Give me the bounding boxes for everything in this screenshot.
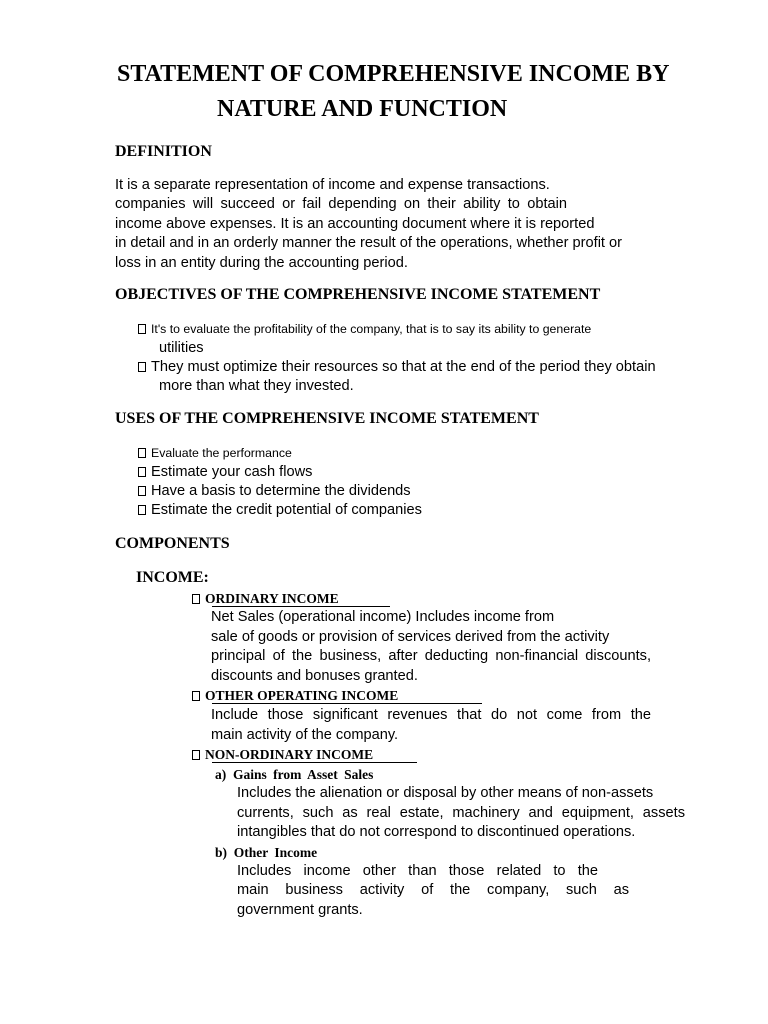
objectives-item-continuation: more than what they invested.	[159, 378, 354, 394]
ordinary-income-line: discounts and bonuses granted.	[211, 668, 418, 684]
bullet-box-icon	[192, 594, 200, 604]
uses-item	[138, 446, 292, 460]
gains-from-asset-sales-line: currents, such as real estate, machinery and equipment, assets	[237, 805, 685, 821]
uses-item-text: Evaluate the performance	[151, 446, 292, 460]
item-marker-b: b)	[215, 845, 228, 860]
ordinary-income-underline	[212, 606, 390, 607]
other-operating-income-line: Include those significant revenues that do not come from the	[211, 707, 651, 723]
objectives-item	[138, 359, 656, 375]
objectives-item-continuation: utilities	[159, 340, 204, 356]
definition-line: in detail and in an orderly manner the result of the operations, whether profit or	[115, 235, 623, 251]
other-income-line: main business activity of the company, such as	[237, 882, 629, 898]
gains-from-asset-sales-label: Gains from Asset Sales	[233, 767, 374, 782]
definition-line: income above expenses. It is an accounting document where it is reported	[115, 216, 595, 232]
bullet-box-icon	[138, 467, 146, 477]
gains-from-asset-sales-heading	[215, 767, 373, 783]
definition-line: companies will succeed or fail depending on their ability to obtain	[115, 196, 567, 212]
document-title-line-1: STATEMENT OF COMPREHENSIVE INCOME BY	[117, 61, 670, 87]
other-income-line: Includes income other than those related to the	[237, 863, 598, 879]
ordinary-income-line: principal of the business, after deducting non-financial discounts,	[211, 648, 651, 664]
definition-line: It is a separate representation of income and expense transactions.	[115, 177, 550, 193]
uses-item-text: Have a basis to determine the dividends	[151, 483, 411, 499]
definition-line: loss in an entity during the accounting period.	[115, 255, 408, 271]
ordinary-income-line: sale of goods or provision of services derived from the activity	[211, 629, 610, 645]
ordinary-income-item	[192, 591, 339, 607]
bullet-box-icon	[138, 486, 146, 496]
other-operating-income-line: main activity of the company.	[211, 727, 399, 743]
ordinary-income-line: Net Sales (operational income) Includes income from	[211, 609, 555, 625]
income-label: INCOME:	[136, 569, 209, 586]
other-operating-income-label: OTHER OPERATING INCOME	[205, 688, 399, 703]
non-ordinary-income-underline	[212, 762, 417, 763]
uses-item	[138, 464, 312, 480]
bullet-box-icon	[138, 324, 146, 334]
uses-item-text: Estimate the credit potential of companies	[151, 502, 422, 518]
ordinary-income-label: ORDINARY INCOME	[205, 591, 339, 606]
uses-item-text: Estimate your cash flows	[151, 464, 313, 480]
other-income-label: Other Income	[233, 845, 318, 860]
definition-heading: DEFINITION	[115, 143, 212, 160]
other-income-line: government grants.	[237, 902, 363, 918]
item-marker-a: a)	[215, 767, 227, 782]
objectives-heading: OBJECTIVES OF THE COMPREHENSIVE INCOME STATEMENT	[115, 286, 601, 303]
non-ordinary-income-item	[192, 747, 373, 763]
objectives-item-text: They must optimize their resources so that at the end of the period they obtain	[151, 359, 656, 375]
objectives-item-text: It's to evaluate the profitability of the company, that is to say its ability to generate	[151, 322, 592, 336]
gains-from-asset-sales-line: intangibles that do not correspond to discontinued operations.	[237, 824, 636, 840]
bullet-box-icon	[192, 691, 200, 701]
bullet-box-icon	[192, 750, 200, 760]
gains-from-asset-sales-line: Includes the alienation or disposal by other means of non-assets	[237, 785, 654, 801]
bullet-box-icon	[138, 448, 146, 458]
uses-item	[138, 502, 422, 518]
other-income-heading	[215, 845, 317, 861]
bullet-box-icon	[138, 362, 146, 372]
components-heading: COMPONENTS	[115, 535, 230, 552]
non-ordinary-income-label: NON-ORDINARY INCOME	[205, 747, 374, 762]
objectives-item	[138, 322, 591, 336]
bullet-box-icon	[138, 505, 146, 515]
other-operating-income-item	[192, 688, 398, 704]
document-title-line-2: NATURE AND FUNCTION	[217, 96, 508, 122]
uses-item	[138, 483, 411, 499]
other-operating-income-underline	[212, 703, 482, 704]
uses-heading: USES OF THE COMPREHENSIVE INCOME STATEMENT	[115, 410, 539, 427]
